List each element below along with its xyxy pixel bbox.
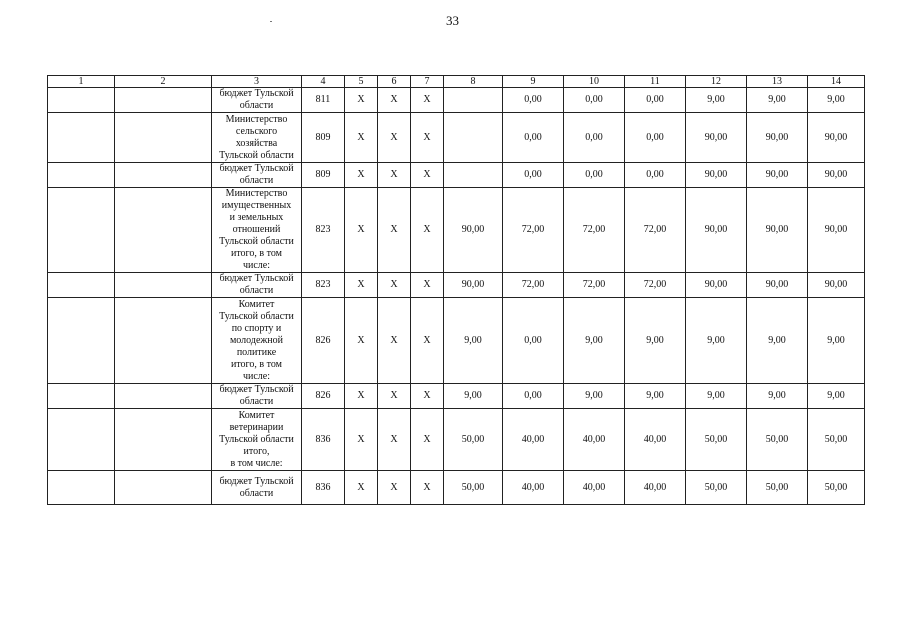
table-cell-col-4: 836 (302, 409, 345, 471)
table-cell-col-1 (48, 273, 115, 298)
table-row (48, 384, 865, 409)
table-row (48, 88, 865, 113)
table-cell-col-11: 40,00 (625, 409, 686, 471)
table-cell-col-6: Х (378, 471, 411, 505)
table-cell-col-5: Х (345, 298, 378, 384)
column-number-14: 14 (808, 76, 865, 88)
table-cell-col-1 (48, 471, 115, 505)
table-cell-col-5: Х (345, 113, 378, 163)
table-cell-col-9: 40,00 (503, 471, 564, 505)
table-cell-col-12: 90,00 (686, 273, 747, 298)
table-cell-col-6: Х (378, 113, 411, 163)
table-cell-col-14: 50,00 (808, 471, 865, 505)
table-cell-col-9: 72,00 (503, 188, 564, 273)
table-cell-col-10: 72,00 (564, 273, 625, 298)
table-cell-col-1 (48, 298, 115, 384)
table-cell-col-6: Х (378, 298, 411, 384)
column-number-11: 11 (625, 76, 686, 88)
table-cell-col-9: 0,00 (503, 88, 564, 113)
table-row (48, 163, 865, 188)
table-cell-col-4: 823 (302, 273, 345, 298)
table-cell-col-5: Х (345, 471, 378, 505)
table-cell-col-4: 826 (302, 298, 345, 384)
table-cell-col-13: 9,00 (747, 88, 808, 113)
table-cell-col-13: 9,00 (747, 298, 808, 384)
table-cell-col-3: бюджет Тульской области (212, 88, 302, 113)
table-cell-col-7: Х (411, 471, 444, 505)
table-cell-col-8: 9,00 (444, 298, 503, 384)
table-row (48, 113, 865, 163)
column-number-7: 7 (411, 76, 444, 88)
table-cell-col-4: 809 (302, 113, 345, 163)
table-cell-col-6: Х (378, 384, 411, 409)
table-cell-col-9: 0,00 (503, 113, 564, 163)
table-cell-col-8: 90,00 (444, 188, 503, 273)
table-cell-col-11: 9,00 (625, 298, 686, 384)
table-cell-col-7: Х (411, 188, 444, 273)
table-cell-col-7: Х (411, 113, 444, 163)
table-cell-col-6: Х (378, 163, 411, 188)
table-cell-col-1 (48, 409, 115, 471)
table-cell-col-9: 40,00 (503, 409, 564, 471)
column-number-3: 3 (212, 76, 302, 88)
scan-speck (270, 21, 272, 22)
table-cell-col-11: 0,00 (625, 163, 686, 188)
table-cell-col-10: 0,00 (564, 163, 625, 188)
table-cell-col-7: Х (411, 384, 444, 409)
table-cell-col-12: 9,00 (686, 298, 747, 384)
table-cell-col-3: Комитет Тульской области по спорту и молодежной политике итого, в том числе: (212, 298, 302, 384)
table-cell-col-14: 9,00 (808, 88, 865, 113)
table-cell-col-11: 72,00 (625, 273, 686, 298)
budget-table (47, 75, 865, 505)
table-cell-col-5: Х (345, 409, 378, 471)
column-number-1: 1 (48, 76, 115, 88)
table-cell-col-11: 0,00 (625, 88, 686, 113)
page-number: 33 (446, 13, 459, 28)
table-cell-col-13: 50,00 (747, 409, 808, 471)
table-cell-col-2 (115, 88, 212, 113)
table-cell-col-7: Х (411, 88, 444, 113)
table-row (48, 273, 865, 298)
table-cell-col-4: 811 (302, 88, 345, 113)
table-cell-col-6: Х (378, 188, 411, 273)
table-cell-col-11: 9,00 (625, 384, 686, 409)
table-cell-col-14: 90,00 (808, 163, 865, 188)
table-cell-col-10: 0,00 (564, 113, 625, 163)
table-cell-col-9: 0,00 (503, 298, 564, 384)
table-cell-col-5: Х (345, 188, 378, 273)
table-cell-col-14: 9,00 (808, 298, 865, 384)
table-cell-col-6: Х (378, 409, 411, 471)
table-cell-col-8: 9,00 (444, 384, 503, 409)
table-cell-col-2 (115, 298, 212, 384)
table-cell-col-14: 90,00 (808, 113, 865, 163)
table-cell-col-1 (48, 163, 115, 188)
table-row (48, 188, 865, 273)
table-cell-col-5: Х (345, 163, 378, 188)
table-cell-col-13: 90,00 (747, 113, 808, 163)
table-cell-col-10: 9,00 (564, 298, 625, 384)
table-cell-col-5: Х (345, 88, 378, 113)
table-cell-col-13: 90,00 (747, 273, 808, 298)
table-cell-col-13: 90,00 (747, 163, 808, 188)
table-cell-col-4: 836 (302, 471, 345, 505)
table-cell-col-11: 40,00 (625, 471, 686, 505)
table-cell-col-14: 90,00 (808, 188, 865, 273)
table-cell-col-4: 809 (302, 163, 345, 188)
table-cell-col-8: 50,00 (444, 471, 503, 505)
table-cell-col-10: 0,00 (564, 88, 625, 113)
column-number-row (48, 76, 865, 88)
column-number-8: 8 (444, 76, 503, 88)
table-cell-col-12: 50,00 (686, 409, 747, 471)
table-row (48, 471, 865, 505)
column-number-13: 13 (747, 76, 808, 88)
column-number-2: 2 (115, 76, 212, 88)
table-cell-col-8: 90,00 (444, 273, 503, 298)
table-cell-col-3: бюджет Тульской области (212, 384, 302, 409)
table-cell-col-13: 50,00 (747, 471, 808, 505)
table-body (48, 76, 865, 505)
table-cell-col-7: Х (411, 273, 444, 298)
table-cell-col-6: Х (378, 273, 411, 298)
table-cell-col-10: 9,00 (564, 384, 625, 409)
table-cell-col-3: Министерство имущественных и земельных отношений Тульской области итого, в том числе: (212, 188, 302, 273)
table-cell-col-13: 9,00 (747, 384, 808, 409)
table-cell-col-2 (115, 273, 212, 298)
column-number-5: 5 (345, 76, 378, 88)
column-number-10: 10 (564, 76, 625, 88)
table-cell-col-6: Х (378, 88, 411, 113)
table-cell-col-14: 90,00 (808, 273, 865, 298)
table-cell-col-7: Х (411, 298, 444, 384)
table-cell-col-4: 826 (302, 384, 345, 409)
table-cell-col-7: Х (411, 409, 444, 471)
table-cell-col-14: 9,00 (808, 384, 865, 409)
table-cell-col-10: 72,00 (564, 188, 625, 273)
table-cell-col-1 (48, 88, 115, 113)
column-number-6: 6 (378, 76, 411, 88)
table-cell-col-12: 90,00 (686, 113, 747, 163)
table-cell-col-11: 0,00 (625, 113, 686, 163)
table-cell-col-1 (48, 384, 115, 409)
table-cell-col-10: 40,00 (564, 471, 625, 505)
table-cell-col-9: 72,00 (503, 273, 564, 298)
table-cell-col-3: бюджет Тульской области (212, 273, 302, 298)
table-cell-col-10: 40,00 (564, 409, 625, 471)
table-cell-col-2 (115, 188, 212, 273)
table-cell-col-5: Х (345, 273, 378, 298)
column-number-4: 4 (302, 76, 345, 88)
table-cell-col-11: 72,00 (625, 188, 686, 273)
table-cell-col-3: Министерство сельского хозяйства Тульской области (212, 113, 302, 163)
table-cell-col-12: 90,00 (686, 163, 747, 188)
table-cell-col-2 (115, 471, 212, 505)
table-row (48, 409, 865, 471)
table-cell-col-8: 50,00 (444, 409, 503, 471)
table-cell-col-2 (115, 384, 212, 409)
table-cell-col-1 (48, 113, 115, 163)
table-row (48, 298, 865, 384)
column-number-12: 12 (686, 76, 747, 88)
table-cell-col-2 (115, 163, 212, 188)
table-cell-col-14: 50,00 (808, 409, 865, 471)
table-cell-col-12: 9,00 (686, 384, 747, 409)
table-cell-col-4: 823 (302, 188, 345, 273)
table-cell-col-7: Х (411, 163, 444, 188)
table-cell-col-2 (115, 113, 212, 163)
table-cell-col-8 (444, 113, 503, 163)
table-cell-col-9: 0,00 (503, 163, 564, 188)
table-cell-col-1 (48, 188, 115, 273)
table-cell-col-8 (444, 88, 503, 113)
table-cell-col-2 (115, 409, 212, 471)
column-number-9: 9 (503, 76, 564, 88)
table-cell-col-12: 50,00 (686, 471, 747, 505)
table-cell-col-3: бюджет Тульской области (212, 163, 302, 188)
table-cell-col-12: 90,00 (686, 188, 747, 273)
table-cell-col-13: 90,00 (747, 188, 808, 273)
table-cell-col-3: бюджет Тульской области (212, 471, 302, 505)
table-cell-col-3: Комитет ветеринарии Тульской области итого, в том числе: (212, 409, 302, 471)
table-cell-col-5: Х (345, 384, 378, 409)
table-cell-col-12: 9,00 (686, 88, 747, 113)
table-cell-col-8 (444, 163, 503, 188)
table-cell-col-9: 0,00 (503, 384, 564, 409)
